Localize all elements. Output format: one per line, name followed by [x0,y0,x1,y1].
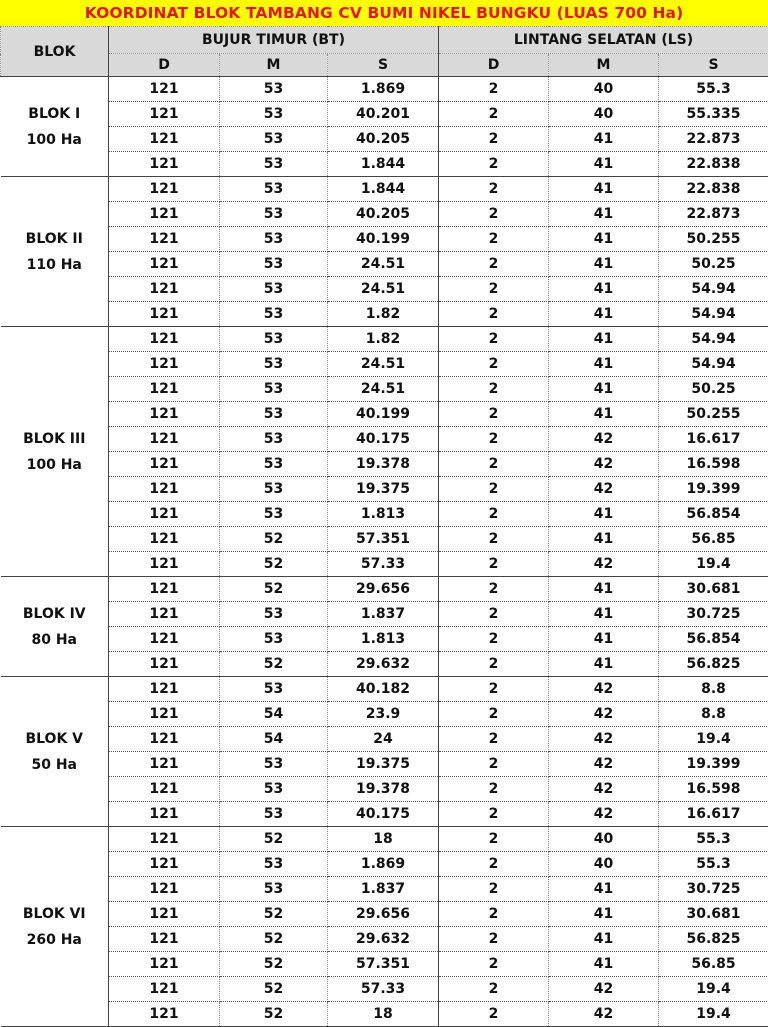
ls-minute-cell: 41 [549,502,659,527]
bt-minute-cell: 52 [220,977,328,1002]
ls-second-cell: 54.94 [659,302,768,327]
bt-second-cell: 23.9 [328,702,439,727]
bt-degree-cell: 121 [109,177,220,202]
ls-minute-cell: 41 [549,952,659,977]
ls-degree-cell: 2 [439,252,549,277]
table-row [1,727,768,752]
bt-minute-cell: 52 [220,552,328,577]
blok-area: 110 Ha [1,252,109,278]
ls-degree-cell: 2 [439,877,549,902]
bt-minute-cell: 53 [220,877,328,902]
ls-degree-cell: 2 [439,902,549,927]
bt-second-cell: 1.844 [328,177,439,202]
bt-degree-cell: 121 [109,202,220,227]
ls-minute-cell: 42 [549,677,659,702]
bt-degree-cell: 121 [109,102,220,127]
ls-degree-cell: 2 [439,377,549,402]
blok-area: 260 Ha [1,927,109,953]
ls-minute-cell: 41 [549,327,659,352]
blok-label-cell [1,577,109,677]
bt-second-cell: 1.813 [328,627,439,652]
bt-second-cell: 29.656 [328,577,439,602]
bt-degree-cell: 121 [109,1002,220,1027]
bt-degree-cell: 121 [109,402,220,427]
ls-second-cell: 19.399 [659,752,768,777]
bt-second-cell: 57.33 [328,977,439,1002]
table-row [1,202,768,227]
table-row [1,427,768,452]
blok-area: 100 Ha [1,452,109,478]
bt-degree-cell: 121 [109,127,220,152]
bt-minute-cell: 53 [220,202,328,227]
bt-degree-cell: 121 [109,752,220,777]
blok-label-cell [1,677,109,827]
blok-label-cell [1,327,109,577]
bt-second-cell: 40.199 [328,402,439,427]
ls-second-cell: 22.873 [659,127,768,152]
bt-minute-header: M [220,54,328,77]
ls-second-header: S [659,54,768,77]
blok-name: BLOK II [1,226,109,252]
bt-second-cell: 24.51 [328,277,439,302]
bt-minute-cell: 53 [220,627,328,652]
bt-minute-cell: 53 [220,127,328,152]
bt-second-cell: 40.205 [328,202,439,227]
ls-minute-cell: 42 [549,1002,659,1027]
ls-degree-cell: 2 [439,802,549,827]
bt-minute-cell: 53 [220,477,328,502]
bt-minute-cell: 53 [220,227,328,252]
ls-second-cell: 56.85 [659,952,768,977]
ls-minute-cell: 42 [549,752,659,777]
table-row [1,927,768,952]
table-row [1,802,768,827]
ls-second-cell: 50.255 [659,402,768,427]
blok-name: BLOK III [1,426,109,452]
coordinates-table [0,26,768,1027]
ls-degree-header: D [439,54,549,77]
table-row [1,827,768,852]
bt-degree-cell: 121 [109,77,220,102]
ls-degree-cell: 2 [439,152,549,177]
ls-second-cell: 30.681 [659,902,768,927]
table-row [1,752,768,777]
table-row [1,502,768,527]
ls-second-cell: 16.598 [659,452,768,477]
bt-degree-cell: 121 [109,852,220,877]
ls-minute-cell: 42 [549,702,659,727]
bt-degree-cell: 121 [109,927,220,952]
ls-degree-cell: 2 [439,727,549,752]
bt-minute-cell: 53 [220,302,328,327]
blok-name: BLOK IV [1,601,109,627]
table-row [1,952,768,977]
ls-second-cell: 19.399 [659,477,768,502]
bt-minute-cell: 52 [220,577,328,602]
table-row [1,327,768,352]
bt-second-cell: 57.351 [328,952,439,977]
bt-second-cell: 18 [328,827,439,852]
ls-second-cell: 16.617 [659,427,768,452]
bt-second-cell: 1.813 [328,502,439,527]
ls-minute-cell: 41 [549,302,659,327]
ls-minute-cell: 41 [549,377,659,402]
table-row [1,77,768,102]
bt-degree-cell: 121 [109,377,220,402]
bt-second-cell: 18 [328,1002,439,1027]
bt-degree-cell: 121 [109,802,220,827]
ls-second-cell: 55.3 [659,852,768,877]
ls-minute-cell: 40 [549,102,659,127]
bt-second-cell: 1.82 [328,327,439,352]
blok-name: BLOK V [1,726,109,752]
ls-degree-cell: 2 [439,302,549,327]
ls-degree-cell: 2 [439,702,549,727]
ls-minute-cell: 41 [549,652,659,677]
ls-minute-cell: 41 [549,202,659,227]
table-row [1,302,768,327]
ls-second-cell: 55.3 [659,827,768,852]
ls-degree-cell: 2 [439,752,549,777]
ls-minute-cell: 41 [549,177,659,202]
ls-minute-cell: 40 [549,852,659,877]
bt-minute-cell: 53 [220,327,328,352]
ls-minute-cell: 41 [549,277,659,302]
ls-second-cell: 50.25 [659,252,768,277]
bt-second-cell: 1.837 [328,877,439,902]
blok-header: BLOK [1,27,109,77]
bt-second-cell: 19.378 [328,777,439,802]
bt-minute-cell: 53 [220,152,328,177]
bt-minute-cell: 53 [220,752,328,777]
ls-second-cell: 16.598 [659,777,768,802]
bt-minute-cell: 53 [220,427,328,452]
blok-label-cell [1,177,109,327]
lintang-selatan-header: LINTANG SELATAN (LS) [439,27,768,54]
ls-second-cell: 19.4 [659,1002,768,1027]
bt-degree-cell: 121 [109,552,220,577]
bt-minute-cell: 53 [220,777,328,802]
coordinates-body [1,77,768,1027]
bt-degree-cell: 121 [109,652,220,677]
bt-minute-cell: 53 [220,77,328,102]
table-row [1,627,768,652]
ls-minute-cell: 41 [549,402,659,427]
table-row [1,352,768,377]
ls-minute-cell: 41 [549,352,659,377]
ls-second-cell: 22.873 [659,202,768,227]
bt-minute-cell: 54 [220,727,328,752]
ls-second-cell: 30.725 [659,602,768,627]
bt-minute-cell: 53 [220,602,328,627]
bt-degree-cell: 121 [109,352,220,377]
ls-degree-cell: 2 [439,402,549,427]
ls-degree-cell: 2 [439,277,549,302]
ls-degree-cell: 2 [439,527,549,552]
table-row [1,877,768,902]
blok-area: 100 Ha [1,127,109,153]
table-row [1,552,768,577]
bt-minute-cell: 53 [220,177,328,202]
bt-degree-cell: 121 [109,577,220,602]
ls-degree-cell: 2 [439,977,549,1002]
ls-minute-cell: 42 [549,452,659,477]
bt-second-cell: 24 [328,727,439,752]
ls-minute-cell: 41 [549,527,659,552]
blok-name: BLOK VI [1,901,109,927]
bt-minute-cell: 52 [220,927,328,952]
bt-minute-cell: 53 [220,252,328,277]
bt-minute-cell: 52 [220,527,328,552]
bt-second-cell: 19.375 [328,752,439,777]
table-row [1,152,768,177]
blok-area: 50 Ha [1,752,109,778]
bt-second-cell: 1.869 [328,852,439,877]
ls-second-cell: 50.255 [659,227,768,252]
ls-degree-cell: 2 [439,502,549,527]
ls-minute-cell: 41 [549,902,659,927]
ls-minute-cell: 42 [549,727,659,752]
ls-minute-cell: 42 [549,552,659,577]
ls-second-cell: 56.825 [659,652,768,677]
bt-second-cell: 1.869 [328,77,439,102]
table-row [1,402,768,427]
ls-second-cell: 55.335 [659,102,768,127]
blok-label-cell [1,827,109,1027]
table-row [1,652,768,677]
ls-degree-cell: 2 [439,77,549,102]
bt-degree-cell: 121 [109,527,220,552]
bt-degree-cell: 121 [109,477,220,502]
ls-minute-cell: 41 [549,627,659,652]
ls-second-cell: 30.681 [659,577,768,602]
ls-second-cell: 56.854 [659,502,768,527]
bt-second-cell: 40.205 [328,127,439,152]
bt-second-cell: 29.632 [328,927,439,952]
ls-degree-cell: 2 [439,102,549,127]
ls-degree-cell: 2 [439,677,549,702]
table-row [1,127,768,152]
bt-second-cell: 40.201 [328,102,439,127]
ls-minute-cell: 41 [549,577,659,602]
bt-minute-cell: 52 [220,1002,328,1027]
blok-name: BLOK I [1,101,109,127]
bt-degree-cell: 121 [109,277,220,302]
table-row [1,677,768,702]
bt-minute-cell: 53 [220,352,328,377]
ls-degree-cell: 2 [439,952,549,977]
table-row [1,477,768,502]
bt-minute-cell: 53 [220,402,328,427]
ls-minute-cell: 41 [549,252,659,277]
bt-minute-cell: 53 [220,452,328,477]
table-row [1,852,768,877]
bt-minute-cell: 53 [220,377,328,402]
bt-second-cell: 24.51 [328,252,439,277]
bt-degree-cell: 121 [109,327,220,352]
ls-degree-cell: 2 [439,452,549,477]
bt-minute-cell: 53 [220,852,328,877]
ls-second-cell: 19.4 [659,727,768,752]
ls-second-cell: 56.825 [659,927,768,952]
ls-degree-cell: 2 [439,202,549,227]
ls-second-cell: 22.838 [659,152,768,177]
table-row [1,377,768,402]
ls-second-cell: 54.94 [659,277,768,302]
ls-minute-header: M [549,54,659,77]
bt-degree-cell: 121 [109,877,220,902]
table-row [1,602,768,627]
ls-degree-cell: 2 [439,1002,549,1027]
bt-degree-cell: 121 [109,452,220,477]
ls-second-cell: 19.4 [659,552,768,577]
table-row [1,977,768,1002]
ls-degree-cell: 2 [439,627,549,652]
ls-degree-cell: 2 [439,852,549,877]
ls-second-cell: 30.725 [659,877,768,902]
bt-second-cell: 40.182 [328,677,439,702]
ls-degree-cell: 2 [439,777,549,802]
ls-second-cell: 8.8 [659,702,768,727]
bt-minute-cell: 52 [220,952,328,977]
bt-minute-cell: 53 [220,502,328,527]
bt-second-cell: 40.175 [328,427,439,452]
ls-second-cell: 55.3 [659,77,768,102]
bt-minute-cell: 53 [220,102,328,127]
bt-second-cell: 57.351 [328,527,439,552]
ls-minute-cell: 42 [549,477,659,502]
table-row [1,902,768,927]
bt-degree-cell: 121 [109,977,220,1002]
table-row [1,577,768,602]
bt-degree-cell: 121 [109,502,220,527]
ls-degree-cell: 2 [439,327,549,352]
ls-second-cell: 16.617 [659,802,768,827]
bt-degree-cell: 121 [109,227,220,252]
bt-second-cell: 19.378 [328,452,439,477]
ls-minute-cell: 42 [549,977,659,1002]
bt-second-cell: 19.375 [328,477,439,502]
ls-second-cell: 19.4 [659,977,768,1002]
ls-degree-cell: 2 [439,927,549,952]
ls-degree-cell: 2 [439,177,549,202]
ls-minute-cell: 42 [549,802,659,827]
bt-degree-cell: 121 [109,302,220,327]
bt-second-cell: 24.51 [328,377,439,402]
table-row [1,777,768,802]
blok-label-cell [1,77,109,177]
table-row [1,102,768,127]
table-row [1,277,768,302]
bt-second-cell: 24.51 [328,352,439,377]
bt-minute-cell: 53 [220,802,328,827]
ls-second-cell: 54.94 [659,352,768,377]
ls-degree-cell: 2 [439,427,549,452]
ls-minute-cell: 41 [549,152,659,177]
bt-second-cell: 57.33 [328,552,439,577]
bt-minute-cell: 54 [220,702,328,727]
bt-minute-cell: 52 [220,652,328,677]
bt-degree-cell: 121 [109,902,220,927]
bt-degree-cell: 121 [109,827,220,852]
bt-degree-cell: 121 [109,952,220,977]
ls-minute-cell: 41 [549,127,659,152]
table-row [1,702,768,727]
ls-second-cell: 56.85 [659,527,768,552]
bt-degree-cell: 121 [109,777,220,802]
ls-degree-cell: 2 [439,602,549,627]
ls-second-cell: 50.25 [659,377,768,402]
bt-second-cell: 1.844 [328,152,439,177]
ls-minute-cell: 42 [549,427,659,452]
bt-minute-cell: 52 [220,827,328,852]
ls-minute-cell: 40 [549,827,659,852]
bt-minute-cell: 53 [220,677,328,702]
table-row [1,1002,768,1027]
ls-degree-cell: 2 [439,477,549,502]
page-title: KOORDINAT BLOK TAMBANG CV BUMI NIKEL BUNGKU (LUAS 700 Ha) [0,0,768,26]
bt-degree-cell: 121 [109,727,220,752]
blok-area: 80 Ha [1,627,109,653]
ls-degree-cell: 2 [439,227,549,252]
bt-minute-cell: 52 [220,902,328,927]
ls-minute-cell: 42 [549,777,659,802]
ls-second-cell: 54.94 [659,327,768,352]
bt-degree-header: D [109,54,220,77]
ls-degree-cell: 2 [439,352,549,377]
bt-second-cell: 1.82 [328,302,439,327]
bt-degree-cell: 121 [109,252,220,277]
ls-degree-cell: 2 [439,127,549,152]
table-row [1,452,768,477]
bt-second-cell: 1.837 [328,602,439,627]
bt-degree-cell: 121 [109,702,220,727]
table-row [1,177,768,202]
ls-minute-cell: 41 [549,602,659,627]
ls-minute-cell: 41 [549,227,659,252]
bt-second-cell: 40.175 [328,802,439,827]
bt-degree-cell: 121 [109,427,220,452]
ls-degree-cell: 2 [439,552,549,577]
ls-minute-cell: 40 [549,77,659,102]
bt-second-cell: 40.199 [328,227,439,252]
ls-minute-cell: 41 [549,877,659,902]
table-row [1,252,768,277]
bt-second-cell: 29.656 [328,902,439,927]
ls-degree-cell: 2 [439,827,549,852]
bujur-timur-header: BUJUR TIMUR (BT) [109,27,439,54]
bt-second-header: S [328,54,439,77]
ls-degree-cell: 2 [439,652,549,677]
bt-minute-cell: 53 [220,277,328,302]
bt-degree-cell: 121 [109,627,220,652]
bt-degree-cell: 121 [109,602,220,627]
table-row [1,527,768,552]
bt-degree-cell: 121 [109,677,220,702]
table-row [1,227,768,252]
bt-second-cell: 29.632 [328,652,439,677]
ls-second-cell: 8.8 [659,677,768,702]
bt-degree-cell: 121 [109,152,220,177]
ls-second-cell: 56.854 [659,627,768,652]
ls-degree-cell: 2 [439,577,549,602]
ls-second-cell: 22.838 [659,177,768,202]
ls-minute-cell: 41 [549,927,659,952]
